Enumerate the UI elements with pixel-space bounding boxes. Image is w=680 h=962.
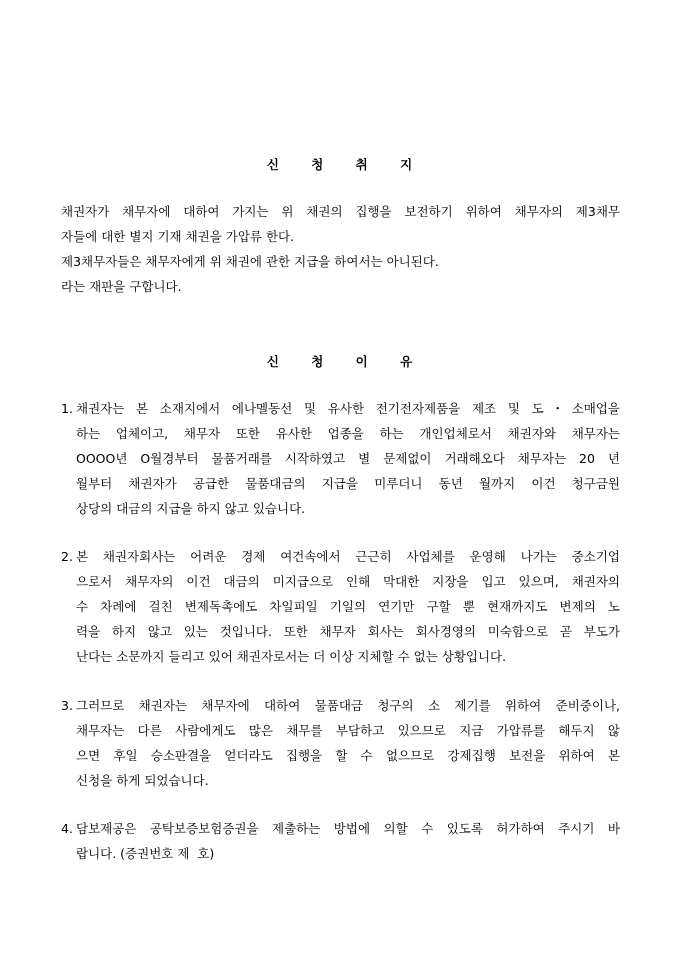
purpose-line: 채권자가 채무자에 대하여 가지는 위 채권의 집행을 보전하기 위하여 채무자의 제3채무 [61, 204, 620, 219]
reason-line: 신청을 하게 되었습니다. [76, 773, 209, 788]
reason-line: 하는 업체이고, 채무자 또한 유사한 업종을 하는 개인업체로서 채권자와 채무자는 [76, 426, 620, 441]
reason-line: 수 차례에 걸친 변제독촉에도 차일피일 기일의 연기만 구할 뿐 현재까지도 변제의 노 [76, 599, 620, 614]
reason-line: 담보제공은 공탁보증보험증권을 제출하는 방법에 의할 수 있도록 허가하여 주시기 바 [76, 821, 620, 836]
reason-number: 4. [61, 821, 73, 836]
reasons-heading: 신 청 이 유 [266, 354, 414, 369]
reason-line: 본 채권자회사는 어려운 경제 여건속에서 근근히 사업체를 운영해 나가는 중소기업 [76, 549, 620, 564]
purpose-heading: 신 청 취 지 [266, 157, 414, 172]
reason-number: 3. [61, 698, 73, 713]
purpose-line: 제3채무자들은 채무자에게 위 채권에 관한 지급을 하여서는 아니된다. [61, 254, 439, 269]
reason-line: 랍니다. (증권번호 제 호) [76, 846, 215, 861]
reason-line: OOOO년 O월경부터 물품거래를 시작하였고 별 문제없이 거래해오다 채무자는 20 년 [76, 451, 620, 466]
purpose-line: 자들에 대한 별지 기재 채권을 가압류 한다. [61, 229, 295, 244]
reason-line: 력을 하지 않고 있는 것입니다. 또한 채무자 회사는 회사경영의 미숙함으로 곧 부도가 [76, 624, 620, 639]
reason-line: 상당의 대금의 지급을 하지 않고 있습니다. [76, 501, 306, 516]
reason-line: 채권자는 본 소재지에서 에나멜동선 및 유사한 전기전자제품을 제조 및 도・소매업을 [76, 401, 620, 416]
reason-number: 2. [61, 549, 73, 564]
reason-line: 으면 후일 승소판결을 얻더라도 집행을 할 수 없으므로 강제집행 보전을 위하여 본 [76, 748, 620, 763]
reason-line: 월부터 채권자가 공급한 물품대금의 지급을 미루더니 동년 월까지 이건 청구금원 [76, 476, 620, 491]
reason-number: 1. [61, 401, 73, 416]
reason-line: 으로서 채무자의 이건 대금의 미지급으로 인해 막대한 지장을 입고 있으며, 채권자의 [76, 574, 620, 589]
reason-line: 난다는 소문까지 들리고 있어 채권자로서는 더 이상 지체할 수 없는 상황입니다. [76, 649, 507, 664]
purpose-line: 라는 재판을 구합니다. [61, 279, 182, 294]
reason-line: 채무자는 다른 사람에게도 많은 채무를 부담하고 있으므로 지금 가압류를 해두지 않 [76, 723, 620, 738]
reason-line: 그러므로 채권자는 채무자에 대하여 물품대금 청구의 소 제기를 위하여 준비중이나, [76, 698, 620, 713]
